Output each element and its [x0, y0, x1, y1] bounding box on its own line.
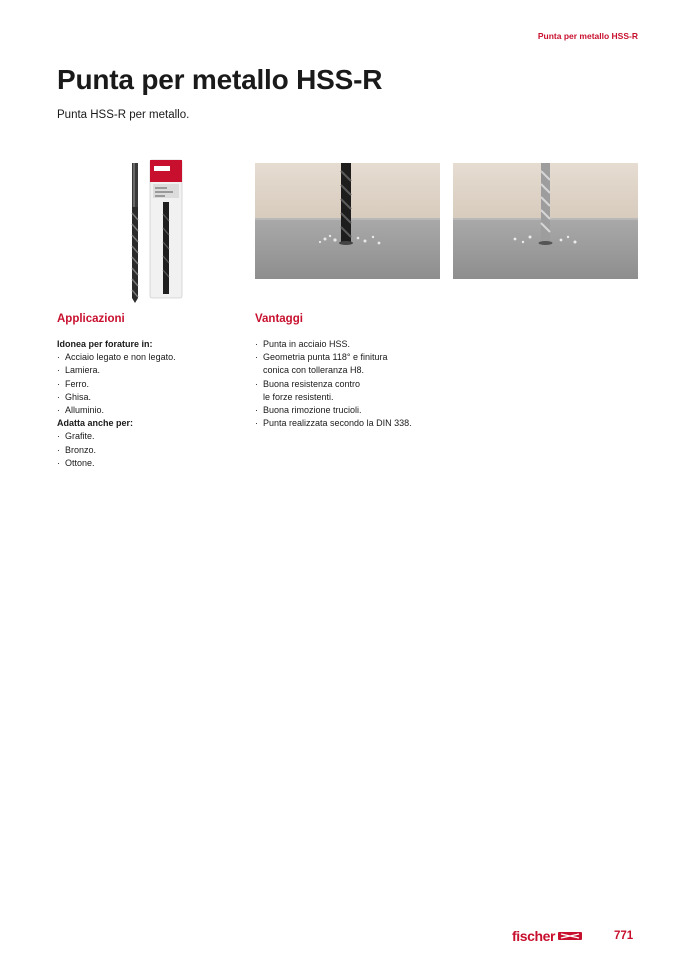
list-item-continuation: conica con tolleranza H8. — [263, 365, 365, 376]
applicazioni-list — [57, 338, 247, 470]
list-item: · Ottone. — [57, 457, 247, 470]
drill-flutes — [132, 207, 138, 303]
running-head: Punta per metallo HSS-R — [537, 31, 638, 41]
application-photo-1 — [255, 163, 440, 279]
list-item: · Acciaio legato e non legato. — [57, 351, 247, 364]
logo-wordmark: fischer — [512, 928, 556, 944]
logo-plug-icon — [558, 931, 582, 941]
group-heading: Adatta anche per: — [57, 418, 134, 429]
list-item: · Bronzo. — [57, 444, 247, 457]
page-title: Punta per metallo HSS-R — [57, 64, 383, 95]
list-item: · Grafite. — [57, 430, 247, 443]
list-item-continuation: le forze resistenti. — [263, 391, 334, 402]
application-photo-2 — [453, 163, 638, 279]
product-image — [120, 158, 190, 303]
vantaggi-heading: Vantaggi — [255, 313, 303, 325]
list-item: · Lamiera. — [57, 364, 247, 377]
applicazioni-heading: Applicazioni — [57, 313, 125, 325]
list-item: · Punta realizzata secondo la DIN 338. — [255, 417, 485, 430]
list-item: · Punta in acciaio HSS. — [255, 338, 485, 351]
vantaggi-list — [255, 338, 485, 430]
group-heading: Idonea per forature in: — [57, 339, 153, 349]
fischer-logo — [512, 926, 582, 946]
list-item: · Buona rimozione trucioli. — [255, 404, 485, 417]
page-subtitle: Punta HSS-R per metallo. — [57, 109, 190, 121]
list-item: · Buona resistenza contro — [255, 378, 485, 391]
list-item: · Geometria punta 118° e finitura — [255, 351, 485, 364]
list-item: · Alluminio. — [57, 404, 247, 417]
page-number: 771 — [614, 930, 634, 942]
list-item: · Ghisa. — [57, 391, 247, 404]
list-item: · Ferro. — [57, 378, 247, 391]
